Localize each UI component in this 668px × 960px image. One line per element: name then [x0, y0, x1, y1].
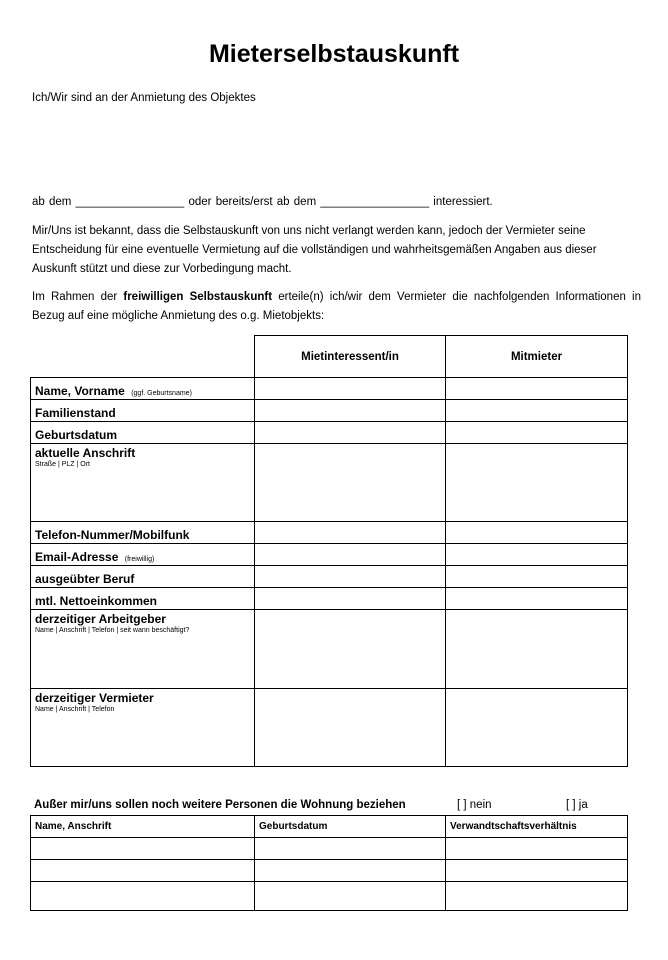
disclaimer-paragraph: Mir/Uns ist bekannt, dass die Selbstauskunft von uns nicht verlangt werden kann, jedoch der Vermieter seine Entscheidung für eine eventuelle Vermietung auf die vollständigen und wahrheitsgemäßen Angaben aus dieser Auskunft stützt und diese zur Vorbedingung macht. [32, 225, 597, 275]
table-row [31, 689, 628, 767]
row-label-text: aktuelle Anschrift [35, 446, 136, 460]
persons-relationship-cell[interactable] [446, 882, 628, 911]
row-label-text: derzeitiger Vermieter [35, 691, 154, 705]
applicant-input-cell[interactable] [255, 378, 446, 400]
cotenant-input-cell[interactable] [446, 610, 628, 689]
applicant-input-cell[interactable] [255, 588, 446, 610]
row-label-mtl-nettoeinkommen [31, 588, 255, 610]
applicant-input-cell[interactable] [255, 566, 446, 588]
additional-persons-table [30, 815, 628, 911]
cotenant-input-cell[interactable] [446, 566, 628, 588]
cotenant-input-cell[interactable] [446, 378, 628, 400]
table-row [31, 544, 628, 566]
table-row [31, 400, 628, 422]
cotenant-input-cell[interactable] [446, 689, 628, 767]
row-label-hint: Name | Anschrift | Telefon [35, 706, 115, 713]
table-row [31, 610, 628, 689]
consent-bold: freiwilligen Selbstauskunft [123, 291, 273, 303]
row-label-note: (freiwillig) [124, 556, 155, 563]
row-label-hint: Straße | PLZ | Ort [35, 461, 90, 468]
persons-header-row [31, 816, 628, 838]
persons-birthdate-cell[interactable] [255, 860, 446, 882]
start-date-blank[interactable]: _________________ [75, 196, 185, 208]
consent-paragraph [32, 288, 641, 326]
row-label-derzeitiger-arbeitgeber [31, 610, 255, 689]
column-header-applicant: Mietinteressent/in [255, 336, 446, 378]
applicant-input-cell[interactable] [255, 422, 446, 444]
row-label-text: ausgeübter Beruf [35, 572, 135, 586]
table-row [31, 422, 628, 444]
row-label-geburtsdatum [31, 422, 255, 444]
persons-relationship-cell[interactable] [446, 860, 628, 882]
row-label-text: Email-Adresse [35, 550, 119, 564]
column-header-cotenant: Mitmieter [446, 336, 628, 378]
row-label-text: Telefon-Nummer/Mobilfunk [35, 528, 190, 542]
row-label-email-adresse [31, 544, 255, 566]
persons-relationship-cell[interactable] [446, 838, 628, 860]
persons-header-name: Name, Anschrift [31, 816, 255, 838]
persons-name-cell[interactable] [31, 860, 255, 882]
tenant-info-table [30, 335, 628, 767]
persons-name-cell[interactable] [31, 882, 255, 911]
date-line [32, 193, 493, 212]
row-label-text: mtl. Nettoeinkommen [35, 594, 158, 608]
cotenant-input-cell[interactable] [446, 522, 628, 544]
intro-text: Ich/Wir sind an der Anmietung des Objektes [32, 92, 256, 104]
row-label-name-vorname [31, 378, 255, 400]
row-label-text: Geburtsdatum [35, 428, 118, 442]
persons-header-birthdate: Geburtsdatum [255, 816, 446, 838]
table-row [31, 378, 628, 400]
header-corner [31, 336, 255, 378]
row-label-text: Familienstand [35, 406, 116, 420]
table-row [31, 882, 628, 911]
row-label-text: derzeitiger Arbeitgeber [35, 612, 166, 626]
persons-name-cell[interactable] [31, 838, 255, 860]
row-label-ausgeübter-beruf [31, 566, 255, 588]
row-label-derzeitiger-vermieter [31, 689, 255, 767]
cotenant-input-cell[interactable] [446, 544, 628, 566]
cotenant-input-cell[interactable] [446, 588, 628, 610]
persons-birthdate-cell[interactable] [255, 838, 446, 860]
date-suffix: interessiert. [433, 196, 493, 208]
row-label-text: Name, Vorname [35, 384, 125, 398]
date-prefix: ab dem [32, 196, 72, 208]
option-no-checkbox[interactable]: [ ] nein [457, 799, 492, 811]
row-label-familienstand [31, 400, 255, 422]
date-middle: oder bereits/erst ab dem [188, 196, 317, 208]
consent-before: Im Rahmen der [32, 291, 118, 303]
applicant-input-cell[interactable] [255, 689, 446, 767]
row-label-telefon-nummer-mobilfunk [31, 522, 255, 544]
row-label-hint: Name | Anschrift | Telefon | seit wann beschäftigt? [35, 627, 190, 634]
table-row [31, 444, 628, 522]
table-row [31, 588, 628, 610]
applicant-input-cell[interactable] [255, 400, 446, 422]
applicant-input-cell[interactable] [255, 444, 446, 522]
alt-date-blank[interactable]: _________________ [320, 196, 430, 208]
table-row [31, 566, 628, 588]
applicant-input-cell[interactable] [255, 610, 446, 689]
table-header-row [31, 336, 628, 378]
additional-persons-question: Außer mir/uns sollen noch weitere Personen die Wohnung beziehen [34, 799, 406, 811]
applicant-input-cell[interactable] [255, 544, 446, 566]
persons-header-relationship: Verwandtschaftsverhältnis [446, 816, 628, 838]
row-label-note: (ggf. Geburtsname) [131, 390, 192, 397]
document-title: Mieterselbstauskunft [208, 40, 460, 68]
cotenant-input-cell[interactable] [446, 400, 628, 422]
persons-birthdate-cell[interactable] [255, 882, 446, 911]
table-row [31, 838, 628, 860]
table-row [31, 522, 628, 544]
cotenant-input-cell[interactable] [446, 444, 628, 522]
table-row [31, 860, 628, 882]
cotenant-input-cell[interactable] [446, 422, 628, 444]
applicant-input-cell[interactable] [255, 522, 446, 544]
consent-after: erteile(n) ich/wir dem Vermieter die nachfolgenden Informationen in Bezug auf eine mögliche Anmietung des o.g. Mietobjekts: [32, 291, 641, 322]
row-label-aktuelle-anschrift [31, 444, 255, 522]
option-yes-checkbox[interactable]: [ ] ja [566, 799, 588, 811]
